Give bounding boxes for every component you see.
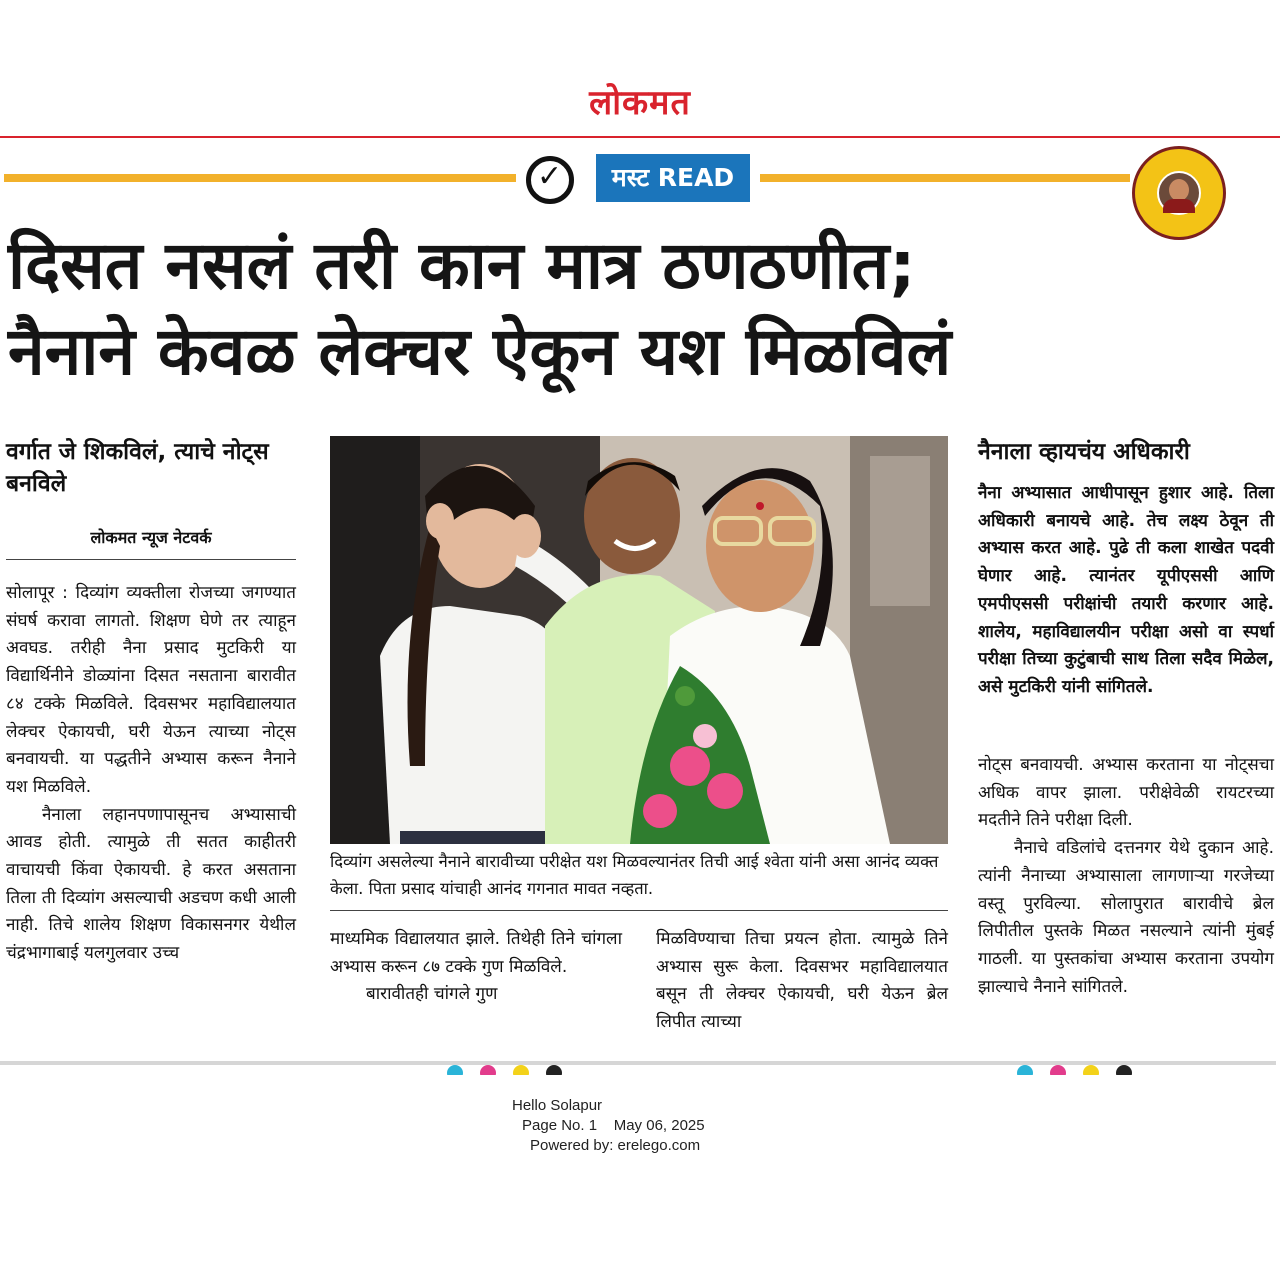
middle-column-2 [656,926,948,1037]
newspaper-logo: लोकमत [589,83,691,123]
headline-line-2: नैनाने केवळ लेक्चर ऐकून यश मिळविलं [8,313,952,390]
right-article-body-continued [978,752,1274,1001]
photo-caption: दिव्यांग असलेल्या नैनाने बारावीच्या परीक्षेत यश मिळवल्यानंतर तिची आई श्वेता यांनी असा आनंद व्यक्त केला. पिता प्रसाद यांचाही आनंद गगनात मावत नव्हता. [330,852,939,898]
check-circle-icon [526,156,574,204]
paragraph: मिळविण्याचा तिचा प्रयत्न होता. त्यामुळे तिने अभ्यास सुरू केला. दिवसभर महाविद्यालयात बसून ती लेक्चर ऐकायची, घरी येऊन ब्रेल लिपीत त्याच्या [656,929,948,1033]
profile-seal [1132,146,1226,240]
caption-divider [330,910,948,911]
paragraph: माध्यमिक विद्यालयात झाले. तिथेही तिने चांगला अभ्यास करून ८७ टक्के गुण मिळविले. [330,929,622,977]
byline-divider [6,559,296,560]
paragraph: सोलापूर : दिव्यांग व्यक्तीला रोजच्या जगण्यात संघर्ष करावा लागतो. शिक्षण घेणे तर त्याहून अवघड. तरीही नैना प्रसाद मुटकिरी या विद्यार्थिनीने डोळ्यांना दिसत नसताना बारावीत ८४ टक्के मिळविले. दिवसभर महाविद्यालयात लेक्चर ऐकायची, घरी येऊन त्याच्या नोट्स बनवायची. या पद्धतीने अभ्यास करून नैनाने यश मिळविले. [6,583,296,797]
footer-edition: Hello Solapur [512,1097,603,1114]
print-registration-bar [0,1060,1276,1074]
footer-powered-by: Powered by: erelego.com [530,1137,701,1154]
paragraph: नोट्स बनवायची. अभ्यास करताना या नोट्सचा अधिक वापर झाला. परीक्षेवेळी रायटरच्या मदतीने तिने परीक्षा दिली. [978,755,1274,831]
footer-page-date: Page No. 1 May 06, 2025 [522,1117,705,1134]
paragraph: नैना अभ्यासात आधीपासून हुशार आहे. तिला अधिकारी बनायचे आहे. तेच लक्ष्य ठेवून ती अभ्यास करत आहे. पुढे ती कला शाखेत पदवी घेणार आहे. त्यानंतर यूपीएससी आणि एमपीएससी परीक्षांची तयारी करणार आहे. शालेय, महाविद्यालयीन परीक्षा असो वा स्पर्धा परीक्षा तिच्या कुटुंबाची साथ तिला सदैव मिळेल, असे मुटकिरी यांनी सांगितले. [978,483,1274,697]
photo-illustration [330,436,948,844]
right-article-body [978,480,1274,702]
news-photo [330,436,948,844]
left-subheading: वर्गात जे शिकविलं, त्याचे नोट्स बनविले [6,439,269,497]
paragraph: नैनाला लहानपणापासूनच अभ्यासाची आवड होती. त्यामुळे ती सतत काहीतरी वाचायची किंवा ऐकायची. हे करत असताना तिला ती दिव्यांग असल्याची अडचण कधी आली नाही. तिचे शालेय शिक्षण विकासनगर येथील चंद्रभागाबाई यलगुलवार उच्च [6,804,296,964]
byline: लोकमत न्यूज नेटवर्क [90,528,212,547]
paragraph: बारावीतही चांगले गुण [366,984,498,1005]
must-read-badge: मस्ट READ [596,154,750,202]
right-subheading: नैनाला व्हायचंय अधिकारी [978,439,1190,465]
left-article-body [6,580,296,968]
avatar [1157,171,1201,215]
gold-rule-right [760,174,1130,182]
registration-marks [0,1061,1276,1075]
middle-column-1 [330,926,622,1009]
paragraph: नैनाचे वडिलांचे दत्तनगर येथे दुकान आहे. त्यांनी नैनाच्या अभ्यासाला लागणाऱ्या गरजेच्या वस्तू पुरविल्या. सोलापुरात बारावीचे ब्रेल लिपीतील पुस्तके मिळत नसल्याने त्यांनी मुंबई गाठली. या पुस्तकांचा अभ्यास करताना उपयोग झाल्याचे नैनाने सांगितले. [978,838,1274,997]
gold-rule-left [4,174,516,182]
page-footer [512,1096,772,1156]
check-icon: ✓ [537,159,563,194]
headline-line-1: दिसत नसलं तरी कान मात्र ठणठणीत; [8,227,916,304]
